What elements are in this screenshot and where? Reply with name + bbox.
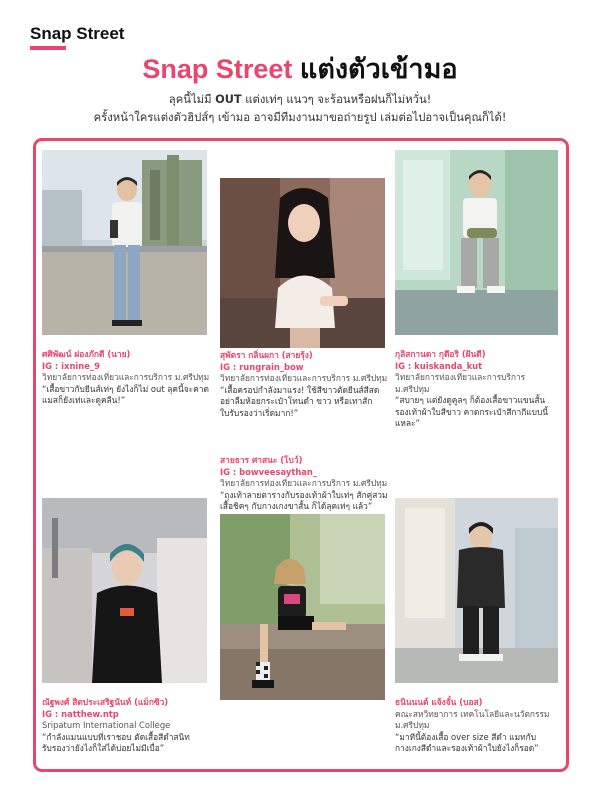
caption-person-5: [42, 697, 212, 755]
person-5-quote: “กำลังแมนแบบที่เราชอบ ตัดเสื้อสีดำสนิท รับรองว่ายังไงก็ใส่ได้บ่อยไม่มีเบื่อ”: [42, 731, 190, 753]
intro-line-1: [0, 90, 600, 108]
person-3-ig: IG : kuiskanda_kut: [395, 360, 483, 371]
brand-label: Snap Street: [30, 24, 125, 43]
photo-person-1: [42, 150, 207, 335]
person-6-name: ธนินนนต์ แจ้งจั๋น (บอส): [395, 697, 483, 707]
person-1-quote: “เสื้อขาวกับยีนส์เท่ๆ ยังไงก็ไม่ out ลุคนี้จะคาดแมสก็ยังเท่และดูคลีน!”: [42, 383, 209, 405]
caption-person-6: [395, 697, 561, 755]
intro-line-1-a: ลุคนี้ไม่มี: [168, 93, 216, 106]
intro-line-1-c: แต่งเท่ๆ แนวๆ จะร้อนหรือฝนก็ไม่หวั่น!: [241, 93, 432, 106]
intro-line-2: ครั้งหน้าใครแต่งตัวฮิปส์ๆ เข้ามอ อาจมีทีมงานมาขอถ่ายรูป เล่มต่อไปอาจเป็นคุณก็ได้!: [93, 111, 507, 124]
person-4-name: สายธาร ศาสนะ (โบว์): [220, 455, 303, 465]
person-4-ig: IG : bowveesaythan_: [220, 466, 318, 477]
photo-person-4: [42, 498, 207, 683]
intro-line-1-out: OUT: [215, 93, 242, 106]
person-3-quote: “สบายๆ แต่ยังดูคูลๆ ก็ต้องเสื้อขาวแขนสั้นรองเท้าผ้าใบสีขาว คาดกระเป๋าสีกากีแบบนี้แหละ”: [395, 395, 549, 428]
person-5-school: Sripatum International College: [42, 720, 171, 730]
person-5-name: ณัฐพงศ์ สิตประเสริฐนันท์ (แม็กซิว): [42, 697, 169, 707]
person-5-ig: IG : natthew.ntp: [42, 708, 119, 719]
person-6-quote: “มาทีนี้ต้องเสื้อ over size สีดำ แมทกับกางเกงสีดำและรองเท้าผ้าใบยังไงก็รอด”: [395, 731, 539, 753]
headline-thai: แต่งตัวเข้ามอ: [292, 54, 458, 84]
person-1-name: ศศิพัฒน์ ผ่องภักดี (นาย): [42, 349, 131, 359]
caption-person-4: [220, 455, 388, 513]
person-2-quote: “เสื้อครอปกำลังมาแรง! ใช้สีขาวตัดยีนส์สีสดอย่าลืมห้อยกระเป๋าโทนดำ ขาว หรือเทาสักใบรับรองว่าเริ่ดมาก!”: [220, 384, 380, 418]
caption-person-1: [42, 349, 212, 407]
person-4-quote: “ถุงเท้าลายตารางกับรองเท้าผ้าใบเท่ๆ สักคู่สวมเสื้อชิคๆ กับกางเกงขาสั้น ก็ได้ลุคเท่ๆ แล้ว”: [220, 489, 388, 511]
person-6-school: คณะสหวิทยาการ เทคโนโลยีและนวัตกรรม ม.ศรีปทุม: [395, 708, 550, 730]
person-4-school: วิทยาลัยการท่องเที่ยวและการบริการ ม.ศรีปทุม: [220, 478, 388, 488]
headline: [0, 52, 600, 86]
brand-underline: [30, 46, 66, 50]
person-1-school: วิทยาลัยการท่องเที่ยวและการบริการ ม.ศรีปทุม: [42, 372, 210, 382]
headline-pink: Snap Street: [142, 54, 293, 84]
person-1-ig: IG : ixnine_9: [42, 360, 100, 371]
caption-person-3: [395, 349, 561, 430]
photo-person-6: [395, 498, 558, 683]
person-2-ig: IG : rungrain_bow: [220, 361, 304, 372]
photo-person-3: [395, 150, 558, 335]
caption-person-2: [220, 350, 388, 419]
person-3-school: วิทยาลัยการท่องเที่ยวและการบริการ ม.ศรีปทุม: [395, 372, 526, 394]
photo-person-5: [220, 514, 385, 700]
person-2-name: สุพัตรา กลิ่นผกา (สายรุ้ง): [220, 350, 313, 360]
person-3-name: กุลิสกานดา กุดีอริ (ฝันดี): [395, 349, 486, 359]
person-2-school: วิทยาลัยการท่องเที่ยวและการบริการ ม.ศรีปทุม: [220, 373, 388, 383]
photo-person-2: [220, 178, 385, 348]
